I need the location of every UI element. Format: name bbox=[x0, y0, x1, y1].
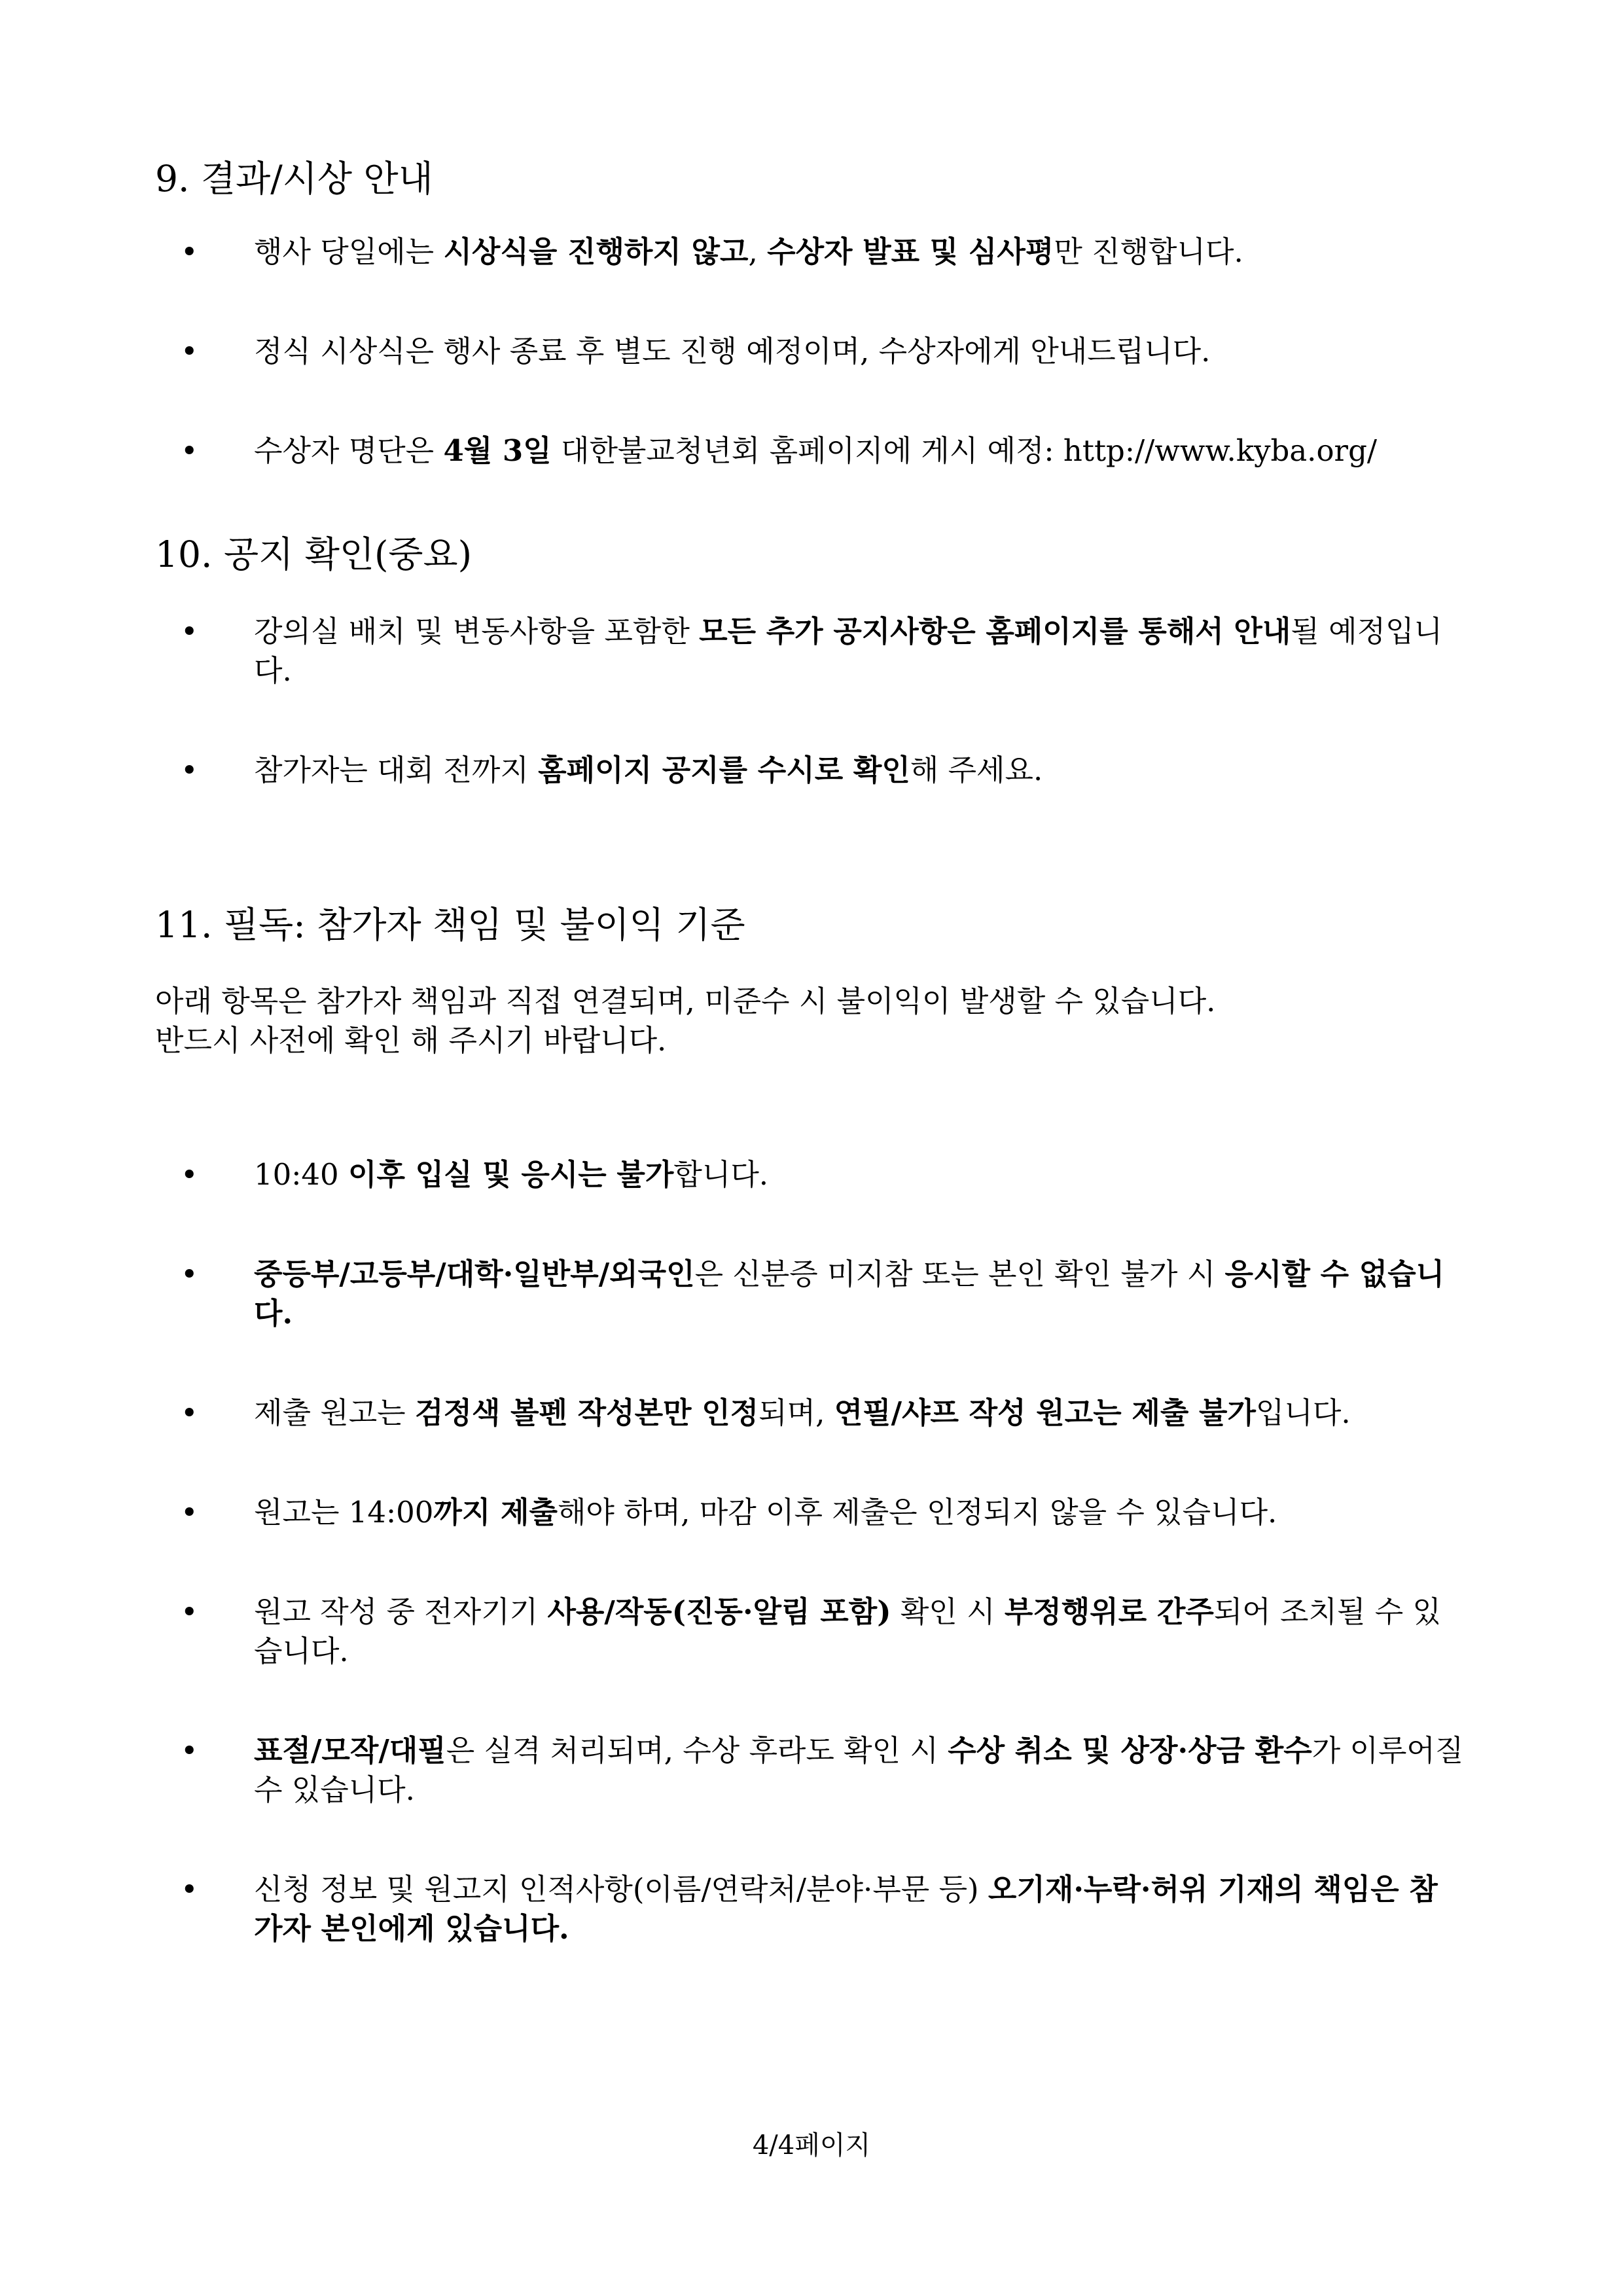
text-run: 되며, bbox=[758, 1395, 834, 1430]
rules-bullet-list bbox=[0, 1155, 1623, 1948]
text-run: 정식 시상식은 행사 종료 후 별도 진행 예정이며, 수상자에게 안내드립니다. bbox=[254, 334, 1211, 368]
list-item bbox=[0, 1493, 1465, 1532]
section-title-required-reading: 11. 필독: 참가자 책임 및 불이익 기준 bbox=[155, 904, 745, 946]
text-run: 되어 조치될 수 있습니다. bbox=[254, 1594, 1442, 1668]
text-run: 원고 작성 중 전자기기 bbox=[254, 1594, 548, 1629]
notice-bullet-list bbox=[0, 612, 1623, 790]
list-item bbox=[0, 612, 1465, 691]
section-title-results: 9. 결과/시상 안내 bbox=[155, 158, 433, 200]
text-run: 원고는 14:00 bbox=[254, 1495, 434, 1530]
list-item bbox=[0, 1255, 1465, 1333]
intro-line: 반드시 사전에 확인 해 주시기 바랍니다. bbox=[155, 1023, 667, 1058]
emphasis-text: 이후 입실 및 응시는 불가 bbox=[348, 1157, 674, 1192]
bullet-icon: • bbox=[181, 234, 198, 269]
emphasis-text: 표절/모작/대필 bbox=[254, 1733, 446, 1768]
emphasis-text: 연필/샤프 작성 원고는 제출 불가 bbox=[834, 1395, 1256, 1430]
emphasis-text: 오기재·누락·허위 기재의 책임은 참가자 본인에게 있습니다. bbox=[254, 1872, 1438, 1946]
list-item bbox=[0, 1592, 1465, 1671]
text-run: 합니다. bbox=[673, 1157, 769, 1192]
intro-line: 아래 항목은 참가자 책임과 직접 연결되며, 미준수 시 불이익이 발생할 수 있습니다. bbox=[155, 984, 1216, 1018]
bullet-text bbox=[254, 1255, 1465, 1333]
bullet-icon: • bbox=[181, 1257, 198, 1291]
list-item bbox=[0, 431, 1465, 471]
bullet-icon: • bbox=[181, 334, 198, 368]
bullet-text bbox=[254, 332, 1465, 371]
section-title-notice: 10. 공지 확인(중요) bbox=[155, 533, 473, 575]
text-run: 신청 정보 및 원고지 인적사항(이름/연락처/분야·부문 등) bbox=[254, 1872, 988, 1907]
emphasis-text: 사용/작동(진동·알림 포함) bbox=[547, 1594, 891, 1629]
bullet-icon: • bbox=[181, 753, 198, 787]
emphasis-text: 4월 3일 bbox=[443, 433, 552, 468]
bullet-text bbox=[254, 1731, 1465, 1810]
emphasis-text: 응시할 수 없습니다. bbox=[254, 1257, 1445, 1331]
text-run: 은 실격 처리되며, 수상 후라도 확인 시 bbox=[446, 1733, 948, 1768]
bullet-text bbox=[254, 751, 1465, 790]
text-run: 수상자 명단은 bbox=[254, 433, 444, 468]
text-run: 만 진행합니다. bbox=[1054, 234, 1243, 269]
text-run: 확인 시 bbox=[891, 1594, 1005, 1629]
bullet-text bbox=[254, 232, 1465, 272]
bullet-text bbox=[254, 1493, 1465, 1532]
emphasis-text: 홈페이지 공지를 수시로 확인 bbox=[538, 753, 910, 787]
list-item bbox=[0, 1155, 1465, 1194]
text-run: 행사 당일에는 bbox=[254, 234, 444, 269]
bullet-icon: • bbox=[181, 614, 198, 649]
list-item bbox=[0, 232, 1465, 272]
list-item bbox=[0, 751, 1465, 790]
list-item bbox=[0, 1870, 1465, 1948]
bullet-text bbox=[254, 1870, 1465, 1948]
list-item bbox=[0, 1393, 1465, 1433]
emphasis-text: 까지 제출 bbox=[433, 1495, 558, 1530]
text-run: , bbox=[748, 234, 768, 269]
bullet-text bbox=[254, 1592, 1465, 1671]
text-run: 강의실 배치 및 변동사항을 포함한 bbox=[254, 614, 700, 649]
bullet-icon: • bbox=[181, 1872, 198, 1907]
text-run: 될 예정입니다. bbox=[254, 614, 1443, 688]
text-run: 제출 원고는 bbox=[254, 1395, 415, 1430]
text-run: 은 신분증 미지참 또는 본인 확인 불가 시 bbox=[694, 1257, 1225, 1291]
emphasis-text: 모든 추가 공지사항은 홈페이지를 통해서 안내 bbox=[699, 614, 1291, 649]
text-run: 대한불교청년회 홈페이지에 게시 예정: http://www.kyba.org/ bbox=[551, 433, 1378, 468]
bullet-text bbox=[254, 1393, 1465, 1433]
bullet-text bbox=[254, 1155, 1465, 1194]
text-run: 입니다. bbox=[1255, 1395, 1351, 1430]
emphasis-text: 부정행위로 간주 bbox=[1004, 1594, 1214, 1629]
emphasis-text: 검정색 볼펜 작성본만 인정 bbox=[414, 1395, 759, 1430]
bullet-text bbox=[254, 612, 1465, 691]
bullet-icon: • bbox=[181, 1495, 198, 1530]
text-run: 해 주세요. bbox=[910, 753, 1043, 787]
text-run: 참가자는 대회 전까지 bbox=[254, 753, 539, 787]
bullet-icon: • bbox=[181, 433, 198, 468]
list-item bbox=[0, 332, 1465, 371]
bullet-icon: • bbox=[181, 1395, 198, 1430]
bullet-text bbox=[254, 431, 1465, 471]
bullet-icon: • bbox=[181, 1157, 198, 1192]
list-item bbox=[0, 1731, 1465, 1810]
emphasis-text: 시상식을 진행하지 않고 bbox=[443, 234, 749, 269]
text-run: 10:40 bbox=[254, 1157, 348, 1192]
bullet-icon: • bbox=[181, 1733, 198, 1768]
bullet-icon: • bbox=[181, 1594, 198, 1629]
emphasis-text: 중등부/고등부/대학·일반부/외국인 bbox=[254, 1257, 695, 1291]
results-bullet-list bbox=[0, 232, 1623, 471]
section-intro bbox=[155, 982, 1464, 1060]
text-run: 가 이루어질 수 있습니다. bbox=[254, 1733, 1464, 1807]
text-run: 해야 하며, 마감 이후 제출은 인정되지 않을 수 있습니다. bbox=[557, 1495, 1277, 1530]
page-number: 4/4페이지 bbox=[752, 2130, 871, 2161]
emphasis-text: 수상 취소 및 상장·상금 환수 bbox=[948, 1733, 1312, 1768]
emphasis-text: 수상자 발표 및 심사평 bbox=[767, 234, 1054, 269]
